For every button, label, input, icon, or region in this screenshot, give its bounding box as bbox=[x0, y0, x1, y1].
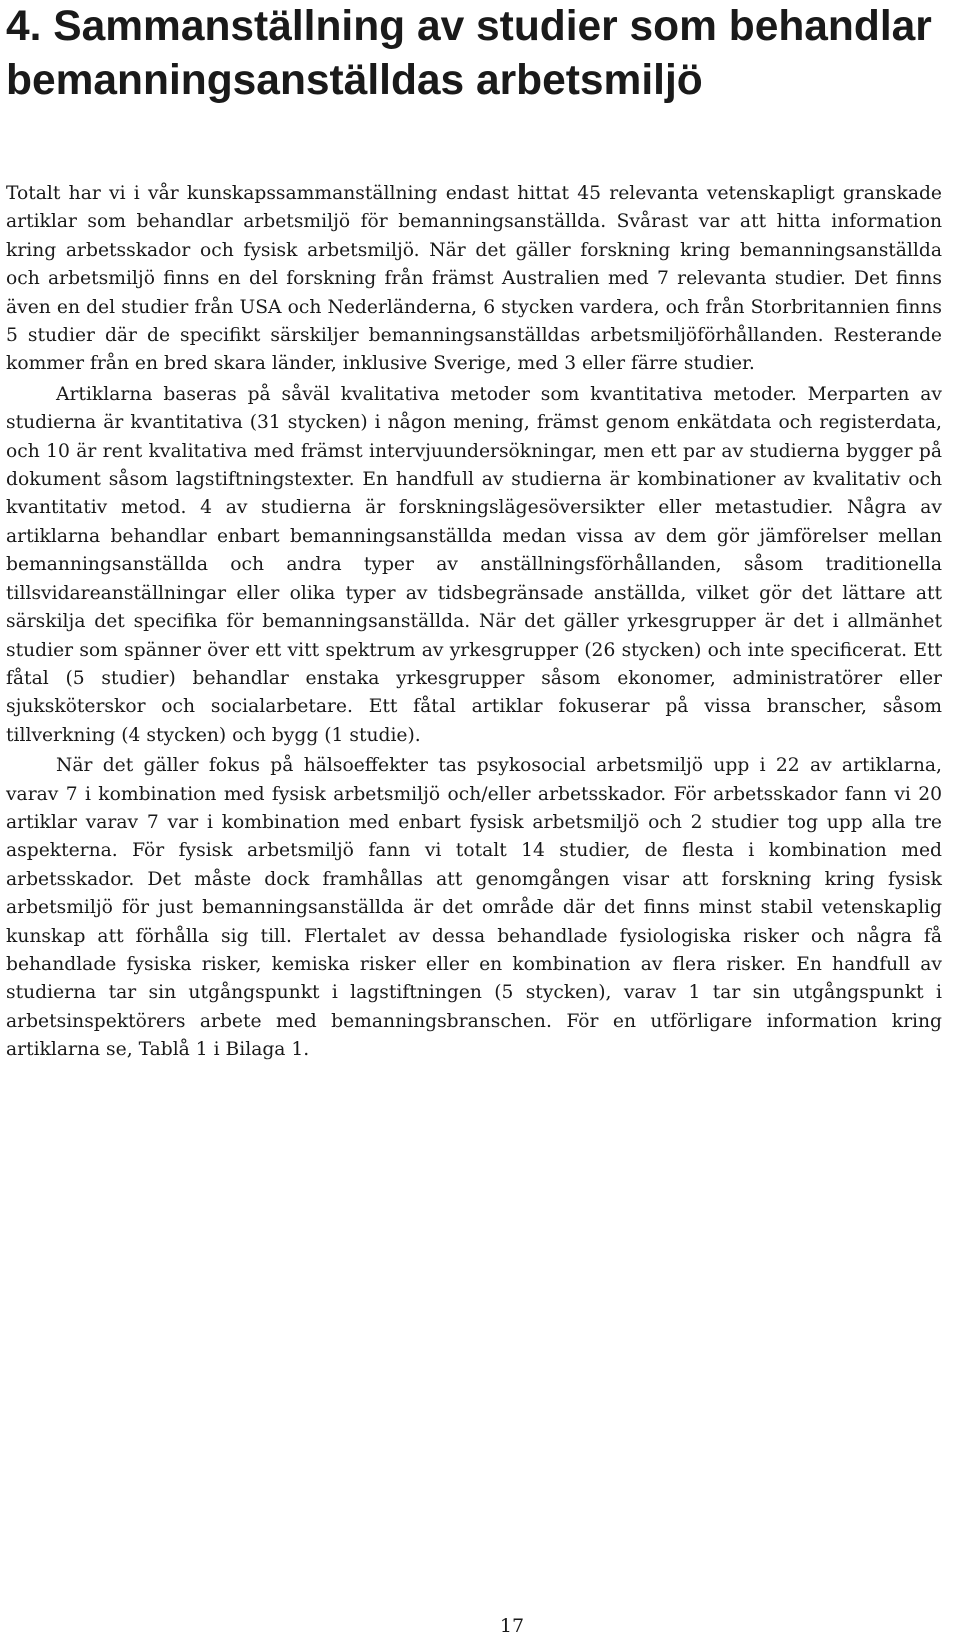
page-number: 17 bbox=[499, 1615, 525, 1637]
paragraph: Artiklarna baseras på såväl kvalitativa metoder som kvantitativa metoder. Merparten av studierna är kvantitativa (31 stycken) i någon mening, främst genom enkätdata och registerdata, och 10 är rent kvalitativa med främst intervjuundersökningar, men ett par av studierna bygger på dokument såsom lagstiftningstexter. En handfull av studierna är kombinationer av kvalitativ och kvantitativ metod. 4 av studierna är forskningslägesöversikter eller metastudier. Några av artiklarna behandlar enbart bemanningsanställda medan vissa av dem gör jämförelser mellan bemanningsanställda och andra typer av anställningsförhållanden, såsom traditionella tillsvidareanställningar eller olika typer av tidsbegränsade anställda, vilket gör det lättare att särskilja det specifika för bemanningsanställda. När det gäller yrkesgrupper är det i allmänhet studier som spänner över ett vitt spektrum av yrkesgrupper (26 stycken) och inte specificerat. Ett fåtal (5 studier) behandlar enstaka yrkesgrupper såsom ekonomer, administratörer eller sjuksköterskor och socialarbetare. Ett fåtal artiklar fokuserar på vissa branscher, såsom tillverkning (4 stycken) och bygg (1 studie). bbox=[6, 383, 942, 746]
section-heading: 4. Sammanställning av studier som behandlar bemanningsanställdas arbetsmiljö bbox=[6, 3, 932, 104]
paragraph: Totalt har vi i vår kunskapssammanställning endast hittat 45 relevanta vetenskapligt granskade artiklar som behandlar arbetsmiljö för bemanningsanställda. Svårast var att hitta information kring arbetsskador och fysisk arbetsmiljö. När det gäller forskning kring bemanningsanställda och arbetsmiljö finns en del forskning från främst Australien med 7 relevanta studier. Det finns även en del studier från USA och Nederländerna, 6 stycken vardera, och från Storbritannien finns 5 studier där de specifikt särskiljer bemanningsanställdas arbetsmiljöförhållanden. Resterande kommer från en bred skara länder, inklusive Sverige, med 3 eller färre studier. bbox=[6, 183, 942, 375]
paragraph: När det gäller fokus på hälsoeffekter tas psykosocial arbetsmiljö upp i 22 av artiklarna, varav 7 i kombination med fysisk arbetsmiljö och/eller arbetsskador. För arbetsskador fann vi 20 artiklar varav 7 var i kombination med enbart fysisk arbetsmiljö och 2 studier tog upp alla tre aspekterna. För fysisk arbetsmiljö fann vi totalt 14 studier, de flesta i kombination med arbetsskador. Det måste dock framhållas att genomgången visar att forskning kring fysisk arbetsmiljö för just bemanningsanställda är det område där det finns minst stabil vetenskaplig kunskap att förhålla sig till. Flertalet av dessa behandlade fysiologiska risker och några få behandlade fysiska risker, kemiska risker eller en kombination av flera risker. En handfull av studierna tar sin utgångspunkt i lagstiftningen (5 stycken), varav 1 tar sin utgångspunkt i arbetsinspektörers arbete med bemanningsbranschen. För en utförligare information kring artiklarna se, Tablå 1 i Bilaga 1. bbox=[6, 755, 942, 1061]
body-text bbox=[6, 180, 942, 1065]
